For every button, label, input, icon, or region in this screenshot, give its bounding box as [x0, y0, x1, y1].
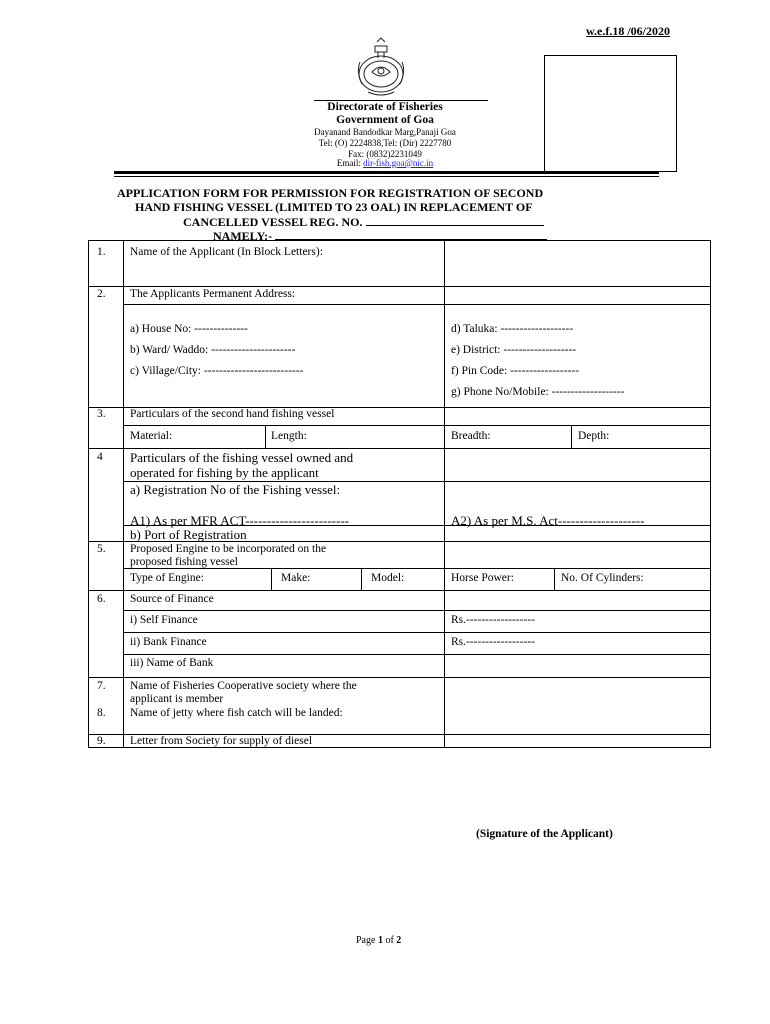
taluka-field[interactable]: d) Taluka: -------------------	[451, 323, 574, 335]
photo-box	[544, 55, 677, 172]
house-no-field[interactable]: a) House No: --------------	[130, 323, 248, 335]
engine-make-field[interactable]: Make:	[281, 572, 311, 584]
length-field[interactable]: Length:	[271, 430, 307, 442]
row-line	[123, 425, 711, 426]
breadth-depth-divider	[571, 425, 572, 448]
ms-act-field[interactable]: A2) As per M.S. Act--------------------	[451, 513, 645, 528]
engine-type-field[interactable]: Type of Engine:	[130, 572, 204, 584]
cancelled-reg-no-blank[interactable]	[366, 214, 544, 226]
email-label: Email:	[336, 158, 361, 168]
col-divider-value	[444, 241, 445, 748]
horse-power-field[interactable]: Horse Power:	[451, 572, 514, 584]
material-field[interactable]: Material:	[130, 430, 173, 442]
email-link[interactable]: dir-fish.goa@nic.in	[363, 158, 434, 168]
self-finance-label: i) Self Finance	[130, 614, 198, 626]
cylinders-field[interactable]: No. Of Cylinders:	[561, 572, 644, 584]
row-line	[123, 610, 711, 611]
application-form-table	[88, 240, 711, 748]
org-fax: Fax: (0832)2231049	[348, 149, 422, 159]
row4-number: 4	[97, 451, 103, 463]
applicant-name-label: Name of the Applicant (In Block Letters):	[130, 246, 323, 258]
second-hand-vessel-label: Particulars of the second hand fishing vessel	[130, 408, 335, 420]
cancelled-vessel-label: CANCELLED VESSEL REG. NO.	[183, 215, 363, 229]
row-line	[89, 590, 711, 591]
depth-field[interactable]: Depth:	[578, 430, 610, 442]
row5-number: 5.	[97, 543, 106, 555]
row8-number: 8.	[97, 707, 106, 719]
org-telephone: Tel: (O) 2224838,Tel: (Dir) 2227780	[318, 138, 452, 148]
form-title-line2: HAND FISHING VESSEL (LIMITED TO 23 OAL) IN REPLACEMENT OF	[135, 200, 533, 214]
mfr-act-field[interactable]: A1) As per MFR ACT------------------------	[130, 513, 349, 528]
cooperative-society-label-line1: Name of Fisheries Cooperative society where the	[130, 680, 357, 692]
form-title-line1: APPLICATION FORM FOR PERMISSION FOR REGISTRATION OF SECOND	[117, 186, 544, 200]
jetty-name-label: Name of jetty where fish catch will be landed:	[130, 707, 343, 719]
row9-number: 9.	[97, 735, 106, 747]
page-current: 1	[377, 935, 383, 946]
engine-model-field[interactable]: Model:	[371, 572, 405, 584]
cooperative-society-label-line2: applicant is member	[130, 693, 224, 705]
page-number	[356, 935, 401, 946]
org-name: Directorate of Fisheries	[327, 101, 443, 113]
row1-number: 1.	[97, 246, 106, 258]
owned-vessel-label-line1: Particulars of the fishing vessel owned and	[130, 450, 354, 465]
owned-vessel-label-line2: operated for fishing by the applicant	[130, 465, 319, 480]
page-prefix: Page	[356, 935, 378, 946]
form-title-line3	[183, 214, 544, 229]
org-email	[240, 158, 530, 169]
row6-number: 6.	[97, 593, 106, 605]
row-line	[89, 286, 711, 287]
registration-no-label: a) Registration No of the Fishing vessel:	[130, 482, 341, 497]
goa-emblem-icon	[348, 36, 414, 100]
bank-finance-label: ii) Bank Finance	[130, 636, 207, 648]
permanent-address-label: The Applicants Permanent Address:	[130, 288, 296, 300]
district-field[interactable]: e) District: -------------------	[451, 344, 577, 356]
applicant-signature-label: (Signature of the Applicant)	[476, 828, 613, 840]
phone-mobile-field[interactable]: g) Phone No/Mobile: -------------------	[451, 386, 625, 398]
page-of: of	[382, 935, 397, 946]
header-rule-thick	[114, 171, 659, 174]
page-total: 2	[396, 935, 402, 946]
self-finance-amount-field[interactable]: Rs.------------------	[451, 614, 535, 626]
org-address: Dayanand Bandodkar Marg,Panaji Goa	[314, 127, 456, 137]
village-city-field[interactable]: c) Village/City: --------------------------	[130, 365, 304, 377]
pin-code-field[interactable]: f) Pin Code: ------------------	[451, 365, 580, 377]
row-line	[89, 448, 711, 449]
row2-number: 2.	[97, 288, 106, 300]
diesel-supply-letter-label: Letter from Society for supply of diesel	[130, 735, 313, 747]
port-of-registration-label: b) Port of Registration	[130, 527, 247, 542]
hp-cylinders-divider	[554, 568, 555, 590]
make-model-divider	[361, 568, 362, 590]
org-government: Government of Goa	[336, 114, 434, 126]
ward-waddo-field[interactable]: b) Ward/ Waddo: ----------------------	[130, 344, 296, 356]
bank-name-label: iii) Name of Bank	[130, 657, 214, 669]
proposed-engine-label-line2: proposed fishing vessel	[130, 556, 238, 568]
bank-finance-amount-field[interactable]: Rs.------------------	[451, 636, 535, 648]
source-of-finance-label: Source of Finance	[130, 593, 214, 605]
header-rule-thin	[114, 176, 659, 177]
namely-label: NAMELY:-	[213, 229, 273, 243]
namely-blank[interactable]	[275, 228, 547, 240]
row-line	[123, 304, 711, 305]
row3-number: 3.	[97, 408, 106, 420]
row-line	[89, 677, 711, 678]
row-line	[123, 632, 711, 633]
engine-make-divider	[271, 568, 272, 590]
material-length-divider	[265, 425, 266, 448]
proposed-engine-label-line1: Proposed Engine to be incorporated on the	[130, 543, 327, 555]
breadth-field[interactable]: Breadth:	[451, 430, 491, 442]
row-line	[123, 654, 711, 655]
col-divider-number	[123, 241, 124, 748]
wef-date: w.e.f.18 /06/2020	[586, 24, 670, 38]
row7-number: 7.	[97, 680, 106, 692]
